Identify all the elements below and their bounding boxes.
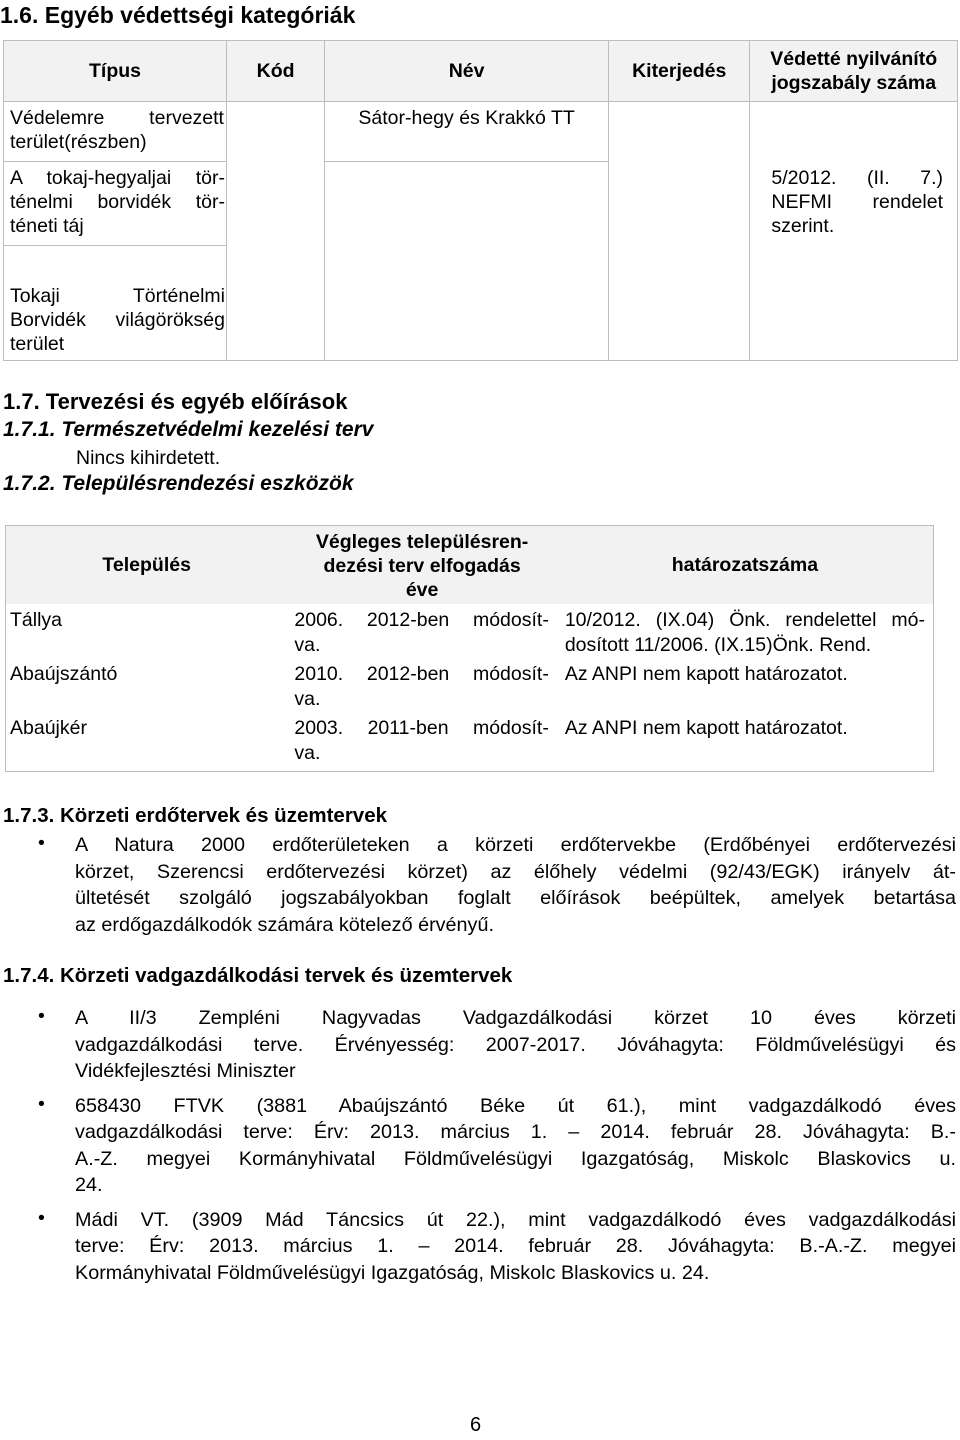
text-line: A II/3 Zempléni Nagyvadas Vadgazdálkodási körzet 10 éves körzeti — [75, 1007, 956, 1029]
protection-categories-table — [3, 40, 958, 361]
cell-text: Borvidék világörökség — [10, 309, 225, 331]
section-heading-1-7: 1.7. Tervezési és egyéb előírások — [3, 389, 348, 414]
cell-hatarozat: Az ANPI nem kapott határozatot. — [564, 662, 848, 685]
col-header-nev: Név — [325, 41, 609, 102]
col-header-telepules: Település — [6, 526, 288, 604]
text-line: A Natura 2000 erdőterületeken a körzeti erdőtervekbe (Erdőbényei erdőtervezési — [75, 834, 956, 856]
col-header-kod: Kód — [226, 41, 324, 102]
table-row — [6, 712, 934, 772]
cell-text: terület — [10, 333, 65, 355]
col-header-hatarozat: határozatszáma — [557, 526, 934, 604]
list-item-text — [75, 1005, 956, 1085]
header-text: éve — [405, 578, 439, 601]
text-line: terve: Érv: 2013. március 1. – 2014. február 28. Jóváhagyta: B.-A.-Z. megyei — [75, 1235, 956, 1257]
text-line: Vidékfejlesztési Miniszter — [75, 1060, 296, 1082]
cell-kod — [226, 246, 324, 361]
cell-text: szerint. — [771, 214, 835, 237]
table-row — [4, 162, 958, 246]
section-heading-1-7-4: 1.7.4. Körzeti vadgazdálkodási tervek és üzemtervek — [3, 964, 513, 987]
cell-text: va. — [294, 741, 321, 764]
text-line: Mádi VT. (3909 Mád Táncsics út 22.), mint vadgazdálkodó éves vadgazdálkodási — [75, 1208, 956, 1231]
cell-text: dosított 11/2006. (IX.15)Önk. Rend. — [564, 633, 872, 656]
cell-kiterjedes — [609, 246, 750, 361]
cell-text: ténelmi borvidék tör- — [10, 191, 225, 213]
header-text: dezési terv elfogadás — [323, 554, 521, 577]
text-line: vadgazdálkodási terve: Érv: 2013. március 1. – 2014. február 28. Jóváhagyta: B.- — [75, 1121, 956, 1143]
text-line: A.-Z. megyei Kormányhivatal Földművelésügyi Igazgatóság, Miskolc Blaskovics u. — [75, 1147, 956, 1170]
cell-jogszabaly — [750, 246, 958, 361]
cell-elfogadas — [287, 658, 556, 712]
list-item — [38, 1005, 956, 1085]
list-item — [38, 1207, 956, 1287]
table-row — [6, 604, 934, 658]
settlement-planning-table — [5, 525, 934, 772]
section-heading-1-7-3: 1.7.3. Körzeti erdőtervek és üzemtervek — [3, 804, 387, 827]
cell-text: terület(részben) — [10, 131, 147, 153]
cell-text: 10/2012. (IX.04) Önk. rendelettel mó- — [564, 608, 925, 631]
page-number: 6 — [470, 1414, 482, 1436]
col-header-elfogadas — [287, 526, 556, 604]
cell-jogszabaly — [750, 102, 958, 162]
cell-text: téneti táj — [10, 215, 84, 237]
cell-hatarozat: Az ANPI nem kapott határozatot. — [564, 716, 848, 739]
bullet-dot: • — [38, 1206, 45, 1229]
bullet-dot: • — [38, 832, 45, 854]
text-line: Kormányhivatal Földművelésügyi Igazgatóság, Miskolc Blaskovics u. 24. — [75, 1261, 710, 1284]
cell-kiterjedes — [609, 162, 750, 246]
cell-text: A tokaj-hegyaljai tör- — [10, 167, 225, 189]
cell-tipus — [4, 162, 227, 246]
cell-text: va. — [294, 633, 321, 656]
cell-text: 2006. 2012-ben módosít- — [294, 608, 549, 631]
bullet-list-erdoterv — [38, 832, 956, 938]
table-header-row — [6, 526, 934, 604]
col-header-kiterjedes: Kiterjedés — [609, 41, 750, 102]
cell-kiterjedes — [609, 102, 750, 162]
text-line: az erdőgazdálkodók számára kötelező érvényű. — [75, 913, 494, 936]
subheading-1-7-2: 1.7.2. Településrendezési eszközök — [3, 472, 354, 495]
subheading-1-7-1-text: Nincs kihirdetett. — [76, 447, 221, 469]
text-line: körzet, Szerencsi erdőtervezési körzet) az élőhely védelmi (92/43/EGK) irányelv át- — [75, 860, 956, 883]
cell-elfogadas — [287, 712, 556, 772]
cell-text: va. — [294, 687, 321, 710]
cell-nev — [325, 102, 609, 162]
cell-text: 2003. 2011-ben módosít- — [294, 716, 549, 739]
col-header-jogszabaly: Védetté nyilvánító jogszabály száma — [750, 41, 958, 102]
cell-text: Védelemre tervezett — [10, 107, 224, 129]
header-text: Végleges településren- — [315, 530, 529, 553]
table-row — [4, 102, 958, 162]
cell-telepules: Tállya — [10, 608, 63, 631]
cell-telepules: Abaújszántó — [10, 662, 118, 685]
list-item — [75, 832, 956, 938]
cell-nev — [325, 162, 609, 246]
cell-kod — [226, 162, 324, 246]
bullet-dot: • — [38, 1005, 45, 1027]
cell-text: 5/2012. (II. 7.) — [771, 166, 943, 189]
cell-tipus — [4, 102, 227, 162]
text-line: 24. — [75, 1174, 103, 1196]
text-line: vadgazdálkodási terve. Érvényesség: 2007-2017. Jóváhagyta: Földművelésügyi és — [75, 1033, 956, 1056]
cell-jogszabaly — [750, 162, 958, 246]
col-header-tipus: Típus — [4, 41, 227, 102]
cell-elfogadas — [287, 604, 556, 658]
text-line: 658430 FTVK (3881 Abaújszántó Béke út 61.), mint vadgazdálkodó éves — [75, 1094, 956, 1117]
bullet-dot: • — [38, 1092, 45, 1115]
cell-text: Sátor-hegy és Krakkó TT — [358, 107, 575, 129]
table-header-row — [4, 41, 958, 102]
cell-kod — [226, 102, 324, 162]
table-row — [6, 658, 934, 712]
list-item — [38, 1093, 956, 1199]
cell-nev — [325, 246, 609, 361]
cell-text: Tokaji Történelmi — [10, 285, 225, 307]
bullet-list-vadgazdalkodas — [38, 1005, 956, 1286]
cell-text: 2010. 2012-ben módosít- — [294, 662, 549, 685]
list-item-text — [75, 1207, 956, 1287]
table-row — [4, 246, 958, 361]
text-line: ültetését szolgáló jogszabályokban foglalt előírások beépültek, amelyek betartása — [75, 887, 956, 909]
cell-telepules: Abaújkér — [10, 716, 87, 739]
cell-text: NEFMI rendelet — [771, 190, 943, 213]
section-heading-1-6: 1.6. Egyéb védettségi kategóriák — [0, 2, 356, 28]
list-item-text — [75, 1093, 956, 1199]
cell-tipus — [4, 246, 227, 361]
subheading-1-7-1: 1.7.1. Természetvédelmi kezelési terv — [3, 418, 374, 441]
cell-hatarozat — [557, 604, 934, 658]
